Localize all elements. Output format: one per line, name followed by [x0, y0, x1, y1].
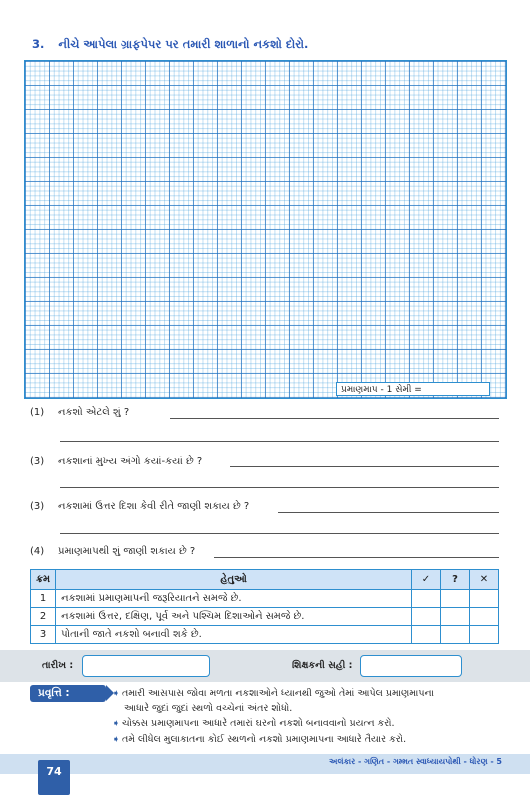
teacher-sign-label: શિક્ષકની સહી : [292, 660, 353, 671]
bullet-icon: ➧ [112, 718, 120, 729]
answer-line[interactable] [214, 557, 499, 558]
answer-line[interactable] [230, 466, 499, 467]
question-text: નકશામાં ઉત્તર દિશા કેવી રીતે જાણી શકાય છે ? [58, 501, 250, 512]
table-row [31, 590, 499, 608]
question-text: પ્રમાણમાપથી શું જાણી શકાય છે ? [58, 546, 196, 557]
answer-line[interactable] [170, 418, 499, 419]
row-objective: નકશામાં પ્રમાણમાપની જરૂરિયાતને સમજે છે. [56, 590, 412, 608]
activity-item [112, 718, 395, 729]
check-cell[interactable] [412, 608, 441, 626]
scale-label: પ્રમાણમાપ - 1 સેમી = [341, 385, 422, 395]
activity-text: તમારી આસપાસ જોવા મળતા નકશાઓને ધ્યાનથી જુઓ તેમાં આપેલ પ્રમાણમાપના [121, 688, 434, 699]
question-text: નકશો એટલે શું ? [58, 407, 130, 418]
question-heading [32, 37, 308, 52]
answer-line[interactable] [278, 512, 499, 513]
question-number: (1) [30, 407, 45, 418]
objectives-table [30, 569, 499, 644]
check-cell[interactable] [412, 626, 441, 644]
answer-line[interactable] [60, 487, 499, 488]
serial-header: ક્રમ [31, 570, 56, 590]
question-number: (3) [30, 501, 45, 512]
question-1 [30, 407, 129, 418]
activity-item [112, 734, 406, 745]
question-number: (4) [30, 546, 45, 557]
date-label: તારીખ : [42, 660, 74, 671]
objective-header: હેતુઓ [56, 570, 412, 590]
table-row [31, 608, 499, 626]
date-field[interactable] [82, 655, 210, 677]
bullet-icon: ➧ [112, 688, 120, 699]
question-mark-icon: ? [441, 570, 470, 590]
page-number: 74 [38, 760, 70, 795]
row-serial: 3 [31, 626, 56, 644]
cross-cell[interactable] [470, 626, 499, 644]
graph-paper-drawing-area[interactable] [24, 60, 507, 399]
cross-icon: ✕ [470, 570, 499, 590]
answer-line[interactable] [60, 533, 499, 534]
question-2 [30, 456, 202, 467]
teacher-sign-field[interactable] [360, 655, 462, 677]
row-objective: નકશામાં ઉત્તર, દક્ષિણ, પૂર્વ અને પશ્ચિમ દિશાઓને સમજે છે. [56, 608, 412, 626]
activity-text: ચોક્કસ પ્રમાણમાપના આધારે તમારાં ઘરનો નકશો બનાવવાનો પ્રયત્ન કરો. [121, 718, 395, 729]
question-cell[interactable] [441, 626, 470, 644]
footer-book-title: અલંકાર - ગણિત - ગમ્મત સ્વાધ્યાયપોથી - ધોરણ - 5 [329, 757, 502, 766]
check-icon: ✓ [412, 570, 441, 590]
question-text: નીચે આપેલા ગ્રાફપેપર પર તમારી શાળાનો નકશો દોરો. [58, 37, 309, 51]
table-header-row [31, 570, 499, 590]
question-3 [30, 501, 249, 512]
answer-line[interactable] [60, 441, 499, 442]
question-number: (3) [30, 456, 45, 467]
row-serial: 1 [31, 590, 56, 608]
check-cell[interactable] [412, 590, 441, 608]
activity-badge: પ્રવૃત્તિ : [30, 685, 106, 702]
cross-cell[interactable] [470, 608, 499, 626]
question-4 [30, 546, 195, 557]
question-text: નકશાનાં મુખ્ય અંગો કયાં-કયાં છે ? [58, 456, 203, 467]
question-cell[interactable] [441, 590, 470, 608]
activity-item [112, 688, 434, 699]
activity-item-continued [124, 703, 292, 714]
question-cell[interactable] [441, 608, 470, 626]
bullet-icon: ➧ [112, 734, 120, 745]
activity-text: તમે લીધેલ મુલાકાતના કોઈ સ્થળનો નકશો પ્રમાણમાપના આધારે તૈયાર કરો. [121, 734, 407, 745]
row-objective: પોતાની જાતે નકશો બનાવી શકે છે. [56, 626, 412, 644]
scale-field[interactable] [336, 382, 490, 396]
question-number: 3. [32, 37, 45, 51]
row-serial: 2 [31, 608, 56, 626]
table-row [31, 626, 499, 644]
activity-text: આધારે જુદાં જુદાં સ્થળો વચ્ચેનાં અંતર શોધો. [124, 703, 293, 714]
cross-cell[interactable] [470, 590, 499, 608]
